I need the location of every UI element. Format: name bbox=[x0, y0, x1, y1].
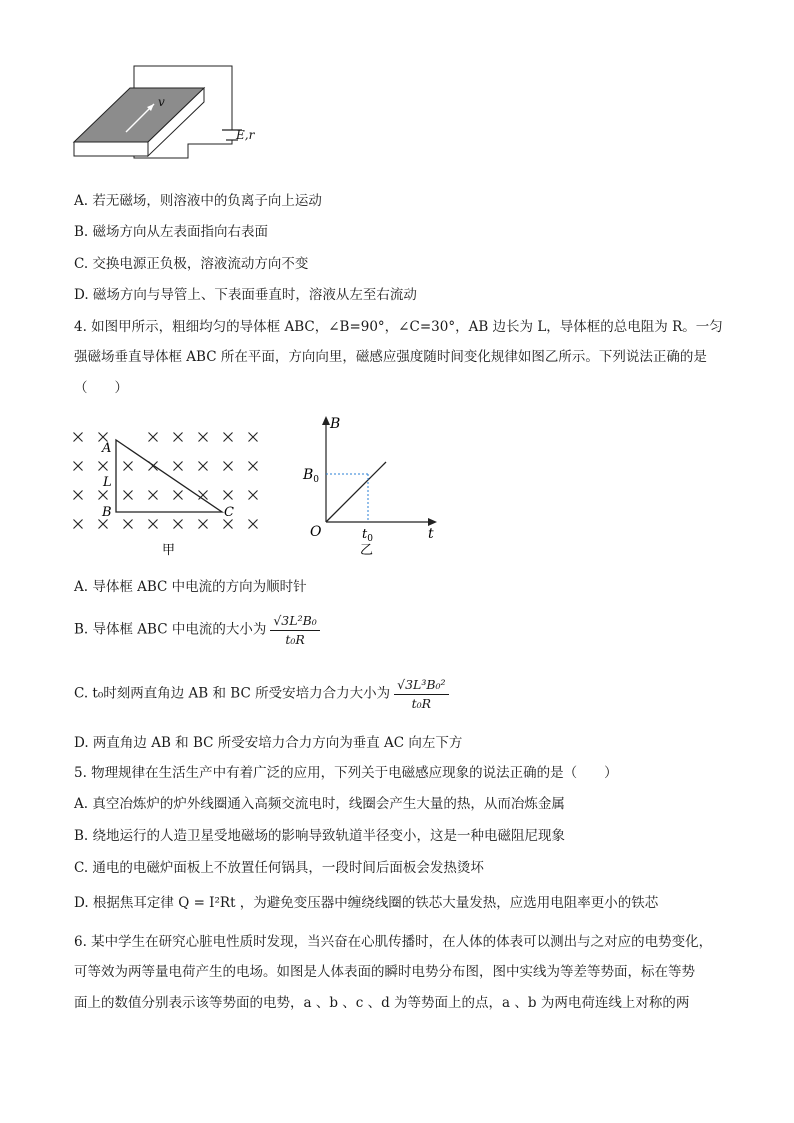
y-axis-label: B bbox=[330, 416, 341, 432]
q6-stem-line1: 6. 某中学生在研究心脏电性质时发现，当兴奋在心肌传播时，在人体的体表可以测出与之对应的电势变化， bbox=[74, 934, 713, 950]
velocity-label: v bbox=[158, 95, 165, 109]
q5-option-b: B. 绕地运行的人造卫星受地磁场的影响导致轨道半径变小，这是一种电磁阻尼现象 bbox=[74, 828, 566, 844]
q4-option-b bbox=[74, 612, 320, 648]
q4-option-b-text: B. 导体框 ABC 中电流的大小为 bbox=[74, 621, 267, 638]
q5-option-a: A. 真空冶炼炉的炉外线圈通入高频交流电时，线圈会产生大量的热，从而冶炼金属 bbox=[74, 796, 565, 812]
q4-option-c-fraction bbox=[394, 676, 448, 712]
q4-stem-line2: 强磁场垂直导体框 ABC 所在平面，方向向里，磁感应强度随时间变化规律如图乙所示。下列说法正确的是 bbox=[74, 349, 707, 365]
q5-option-c: C. 通电的电磁炉面板上不放置任何锅具，一段时间后面板会发热烫坏 bbox=[74, 860, 484, 876]
fraction-denominator: t₀R bbox=[411, 696, 432, 711]
q5-stem: 5. 物理规律在生活生产中有着广泛的应用，下列关于电磁感应现象的说法正确的是（ ） bbox=[74, 765, 618, 781]
b-t-line bbox=[326, 462, 386, 522]
q3-option-c: C. 交换电源正负极，溶液流动方向不变 bbox=[74, 256, 309, 272]
fraction-numerator: √3L²B₀ bbox=[270, 612, 319, 631]
q6-stem-line3: 面上的数值分别表示该等势面的电势，a 、b 、c 、d 为等势面上的点，a 、b 为两电荷连线上对称的两 bbox=[74, 995, 690, 1011]
flow-tube-figure bbox=[68, 60, 268, 165]
q4-option-c-text: C. t₀时刻两直角边 AB 和 BC 所受安培力合力大小为 bbox=[74, 685, 391, 702]
figure-jia bbox=[66, 424, 276, 559]
caption-jia: 甲 bbox=[162, 543, 176, 558]
q4-option-b-fraction bbox=[270, 612, 319, 648]
vertex-b-label: B bbox=[102, 505, 112, 520]
x-axis-label: t bbox=[428, 526, 434, 542]
y-axis-arrow bbox=[322, 416, 330, 425]
t0-label: $t_0$ bbox=[362, 527, 373, 544]
side-l-label: L bbox=[103, 475, 112, 490]
x-axis-arrow bbox=[428, 518, 437, 526]
origin-label: O bbox=[310, 524, 322, 540]
q6-stem-line2: 可等效为两等量电荷产生的电场。如图是人体表面的瞬时电势分布图，图中实线为等差等势面，标在等势 bbox=[74, 964, 695, 980]
q4-option-a: A. 导体框 ABC 中电流的方向为顺时针 bbox=[74, 579, 307, 595]
q3-option-a: A. 若无磁场，则溶液中的负离子向上运动 bbox=[74, 193, 322, 209]
q4-stem-line1: 4. 如图甲所示，粗细均匀的导体框 ABC，∠B=90°，∠C=30°，AB 边长为 L，导体框的总电阻为 R。一匀 bbox=[74, 319, 723, 335]
vertex-a-label: A bbox=[102, 441, 112, 456]
source-label: E,r bbox=[236, 128, 255, 142]
q3-option-d: D. 磁场方向与导管上、下表面垂直时，溶液从左至右流动 bbox=[74, 287, 417, 303]
vertex-c-label: C bbox=[224, 505, 234, 520]
slab-front bbox=[74, 142, 148, 156]
triangle-abc bbox=[116, 440, 222, 512]
b0-label: $B_0$ bbox=[303, 467, 320, 485]
fraction-numerator: √3L³B₀² bbox=[394, 676, 448, 695]
figure-yi bbox=[296, 412, 446, 558]
q4-stem-line3: （ ） bbox=[74, 380, 128, 396]
q4-option-c bbox=[74, 676, 449, 712]
q5-option-d: D. 根据焦耳定律 Q = I²Rt ，为避免变压器中缠绕线圈的铁芯大量发热，应选用电阻率更小的铁芯 bbox=[74, 895, 659, 911]
caption-yi: 乙 bbox=[360, 543, 374, 558]
fraction-denominator: t₀R bbox=[285, 632, 305, 647]
q4-option-d: D. 两直角边 AB 和 BC 所受安培力合力方向为垂直 AC 向左下方 bbox=[74, 735, 463, 751]
q3-option-b: B. 磁场方向从左表面指向右表面 bbox=[74, 224, 269, 240]
